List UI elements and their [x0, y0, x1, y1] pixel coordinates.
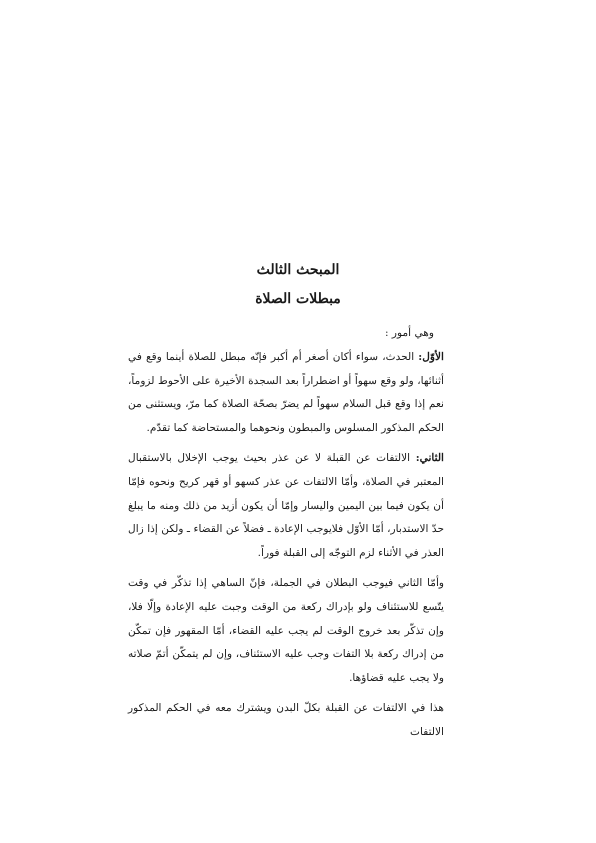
chapter-title: المبحث الثالث — [256, 262, 340, 278]
paragraph-text: هذا في الالتفات عن القبلة بكلّ البدن ويشترك معه في الحكم المذكور الالتفات — [128, 702, 444, 738]
paragraph-text: الالتفات عن القبلة لا عن عذر بحيث يوجب الإخلال بالاستقبال المعتبر في الصلاة، وأمّا الالتفات عن عذر كسهو أو قهر كريح ونحوه فإمّا أن يكون فيما بين اليمين واليسار وإمّا أن يكون أزيد من ذلك ومنه ما يبلغ حدّ الاستدبار، أمّا الأوّل فلايوجب الإعادة ـ فضلاً عن القضاء ـ ولكن إذا زال العذر في الأثناء لزم التوجّه إلى القبلة فوراً. — [128, 452, 444, 559]
paragraph-1 — [128, 346, 468, 440]
section-title: مبطلات الصلاة — [255, 291, 341, 307]
paragraph-4 — [128, 697, 468, 744]
paragraph-lead: الثاني: — [415, 452, 444, 465]
paragraph-2 — [128, 447, 468, 565]
paragraph-3 — [128, 572, 468, 690]
body-text — [128, 346, 468, 745]
paragraph-lead: الأوّل: — [418, 351, 444, 363]
paragraph-text: الحدث، سواء أكان أصغر أم أكبر فإنّه مبطل للصلاة أينما وقع في أثنائها، ولو وقع سهواً أو اضطراراً بعد السجدة الأخيرة على الأحوط لزوماً، نعم إذا وقع قبل السلام سهواً لم يضرّ بصحّة الصلاة كما مرّ، ويستثنى من الحكم المذكور المسلوس والمبطون ونحوهما والمستحاضة كما تقدّم. — [128, 351, 444, 434]
paragraph-text: وأمّا الثاني فيوجب البطلان في الجملة، فإنّ الساهي إذا تذكّر في وقت يتّسع للاستئناف ولو بإدراك ركعة من الوقت وجبت عليه الإعادة وإلّا فلا، وإن تذكّر بعد خروج الوقت لم يجب عليه القضاء، أمّا المقهور فإن تمكّن من إدراك ركعة بلا التفات وجب عليه الاستئناف، وإن لم يتمكّن أتمّ صلاته ولا يجب عليه قضاؤها. — [128, 577, 444, 684]
intro-line: وهي أمور : — [384, 327, 434, 339]
